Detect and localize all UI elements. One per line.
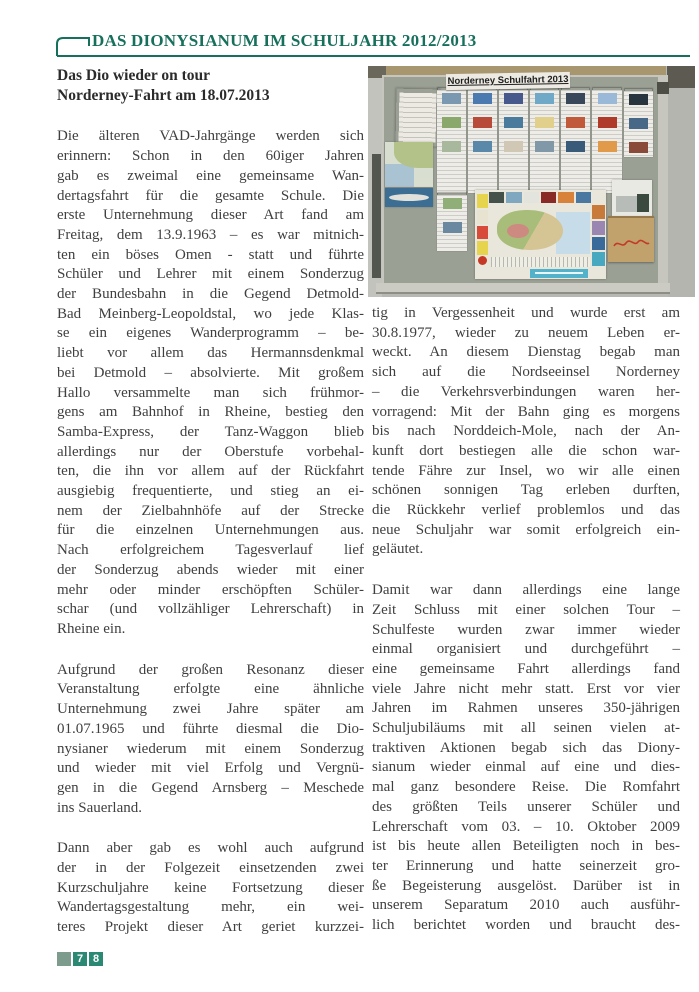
flyer-pocket xyxy=(608,216,654,262)
map-banner xyxy=(530,269,588,278)
collage-thumbnail xyxy=(566,117,585,128)
map-panel xyxy=(558,192,573,203)
collage-thumbnail xyxy=(598,141,617,152)
collage-sheet xyxy=(624,88,653,157)
collage-sheet xyxy=(499,87,528,193)
article-title-line2: Norderney-Fahrt am 18.07.2013 xyxy=(57,86,270,104)
header-rule xyxy=(57,55,690,57)
page-header-title: DAS DIONYSIANUM IM SCHULJAHR 2012/2013 xyxy=(92,31,477,50)
collage-sheet xyxy=(530,87,559,193)
collage-sheet xyxy=(468,87,497,193)
article-title-line1: Das Dio wieder on tour xyxy=(57,67,210,84)
collage-thumbnail xyxy=(443,222,462,233)
map-panel xyxy=(477,194,488,208)
map-panel xyxy=(477,241,488,255)
collage-thumbnail xyxy=(598,93,617,104)
collage-thumbnail xyxy=(442,117,461,128)
map-left-panels xyxy=(477,194,488,255)
map-town-area xyxy=(507,224,529,238)
map-photo-strip xyxy=(489,192,591,203)
collage-thumbnail xyxy=(443,198,462,209)
flyer-dark-photo xyxy=(637,194,649,212)
collage-thumbnail xyxy=(535,141,554,152)
collage-thumbnail xyxy=(504,93,523,104)
map-right-panels xyxy=(592,205,605,266)
collage-thumbnail xyxy=(504,117,523,128)
page-number-right: 8 xyxy=(89,952,103,966)
map-street-index xyxy=(491,257,590,267)
collage-thumbnail xyxy=(629,118,648,129)
collage-thumbnail xyxy=(566,141,585,152)
map-panel xyxy=(576,192,591,203)
norderney-town-map xyxy=(475,190,606,279)
collage-thumbnail xyxy=(629,94,648,105)
collage-thumbnail xyxy=(535,93,554,104)
collage-thumbnail xyxy=(629,142,648,153)
map-panel xyxy=(477,210,488,224)
collage-sheet xyxy=(592,87,622,193)
paragraph: Die älteren VAD-Jahrgänge werden sich erinnern: Schon in den 60iger Jahren gab es zweimal eine gemeinsame Wan- dertagsfahrt für die gesamte Schule. Die erste Unternehmung dieser Art fand am Freitag, dem 13.9.1963 – es war mitnich- ten ein böses Omen - statt und führte Schüler und Lehrer mit einem Sonderzug der Bundesbahn in die Gegend Detmold- Bad Meinberg-Leopoldstal, wo jede Klas- se ein eigenes Wanderprogramm – be- liebt vor allem das Hermannsdenkmal bei Detmold – absolvierte. Mit großem Hallo versammelte man sich frühmor- gens am Bahnhof in Rheine, bestieg den Samba-Express, der Tanz-Waggon blieb allerdings nur der Oberstufe vorbehal- ten, die ihn vor allem auf der Rückfahrt ausgiebig frequentierte, und stieg an ei- nem der Zielbahnhöfe auf der Strecke für die einzelnen Unternehmungen aus. Nach erfolgreichem Tagesverlauf lief der Sonderzug abends wieder mit einer mehr oder minder erschöpften Schüler- schar (und vollzähliger Lehrerschaft) in Rheine ein. xyxy=(57,128,364,637)
bulletin-board-photo xyxy=(368,66,695,297)
article-title xyxy=(57,66,364,105)
paragraph: Aufgrund der großen Resonanz dieser Veranstaltung erfolgte eine ähnliche Unternehmung zwei Jahre später am 01.07.1965 und führte diesmal die Dio- nysianer wiederum mit einem Sonderzug und wieder mit viel Erfolg und Vergnü- gen in die Gegend Arnsberg – Meschede ins Sauerland. xyxy=(57,661,364,816)
collage-thumbnail xyxy=(473,141,492,152)
paragraph: Damit war dann allerdings eine lange Zeit Schluss mit einer solchen Tour – Schulfeste wurden zwar immer wieder einmal organisiert und durchgeführt – eine gemeinsame Fahrt allerdings fand viele Jahre nicht mehr statt. Erst vor vier Jahren im Rahmen unseres 350-jährigen Schuljubiläums mit all seinen vielen at- traktiven Aktionen begab sich das Diony- sianum wieder einmal auf eine und dies- mal ganz besondere Reise. Die Romfahrt des größten Teils unserer Schüler und Lehrerschaft vom 03. – 10. Oktober 2009 ist bis heute allen Beteiligten noch in bes- ter Erinnerung und hatte seinerzeit gro- ße Begeisterung ausgelöst. Darüber ist in unserem Separatum 2010 auch ausführ- lich berichtet worden und braucht des- xyxy=(372,582,680,934)
map-panel xyxy=(592,205,605,219)
page-number-left: 7 xyxy=(73,952,87,966)
footer-marker-square xyxy=(57,952,71,966)
map-panel xyxy=(541,192,556,203)
map-panel xyxy=(592,221,605,235)
map-panel xyxy=(506,192,521,203)
collage-sheet xyxy=(437,192,467,251)
collage-thumbnail xyxy=(566,93,585,104)
collage-thumbnail xyxy=(442,141,461,152)
map-panel xyxy=(592,252,605,266)
collage-thumbnail xyxy=(473,93,492,104)
map-panel xyxy=(489,192,504,203)
paragraph: tig in Vergessenheit und wurde erst am 30.8.1977, wieder zu neuem Leben er- weckt. An diesem Dienstag begab man sich auf die Nordseeinsel Norderney – die Verkehrsverbindungen waren her- vorragend: Mit der Bahn ging es morgens bis nach Norddeich-Mole, nach der An- kunft dort bestiegen alle die schon war- tende Fähre zur Insel, wo wir alle einen schönen sonnigen Tag erleben durften, die Rückkehr verlief problemlos und das neue Schuljahr war somit erfolgreich ein- geläutet. xyxy=(372,305,680,558)
collage-sheet xyxy=(561,87,590,193)
collage-thumbnail xyxy=(473,117,492,128)
map-panel xyxy=(477,226,488,240)
collage-thumbnail xyxy=(598,117,617,128)
footer-page-numbers xyxy=(57,952,103,966)
collage-thumbnail xyxy=(504,141,523,152)
map-logo-circle xyxy=(478,256,487,265)
board-label: Norderney Schulfahrt 2013 xyxy=(446,72,570,90)
collage-thumbnail xyxy=(535,117,554,128)
paragraph: Dann aber gab es wohl auch aufgrund der in der Folgezeit einsetzenden zwei Kurzschuljahre keine Fortsetzung dieser Wandertagsgestaltung mehr, ein wei- teres Projekt dieser Art geriet kurzzei- xyxy=(57,840,364,936)
left-text-column xyxy=(57,66,364,959)
handwritten-red-text xyxy=(611,236,651,250)
collage-sheet xyxy=(437,87,466,193)
map-panel xyxy=(592,237,605,251)
collage-thumbnail xyxy=(442,93,461,104)
map-panel xyxy=(524,192,539,203)
right-text-column xyxy=(372,304,680,957)
